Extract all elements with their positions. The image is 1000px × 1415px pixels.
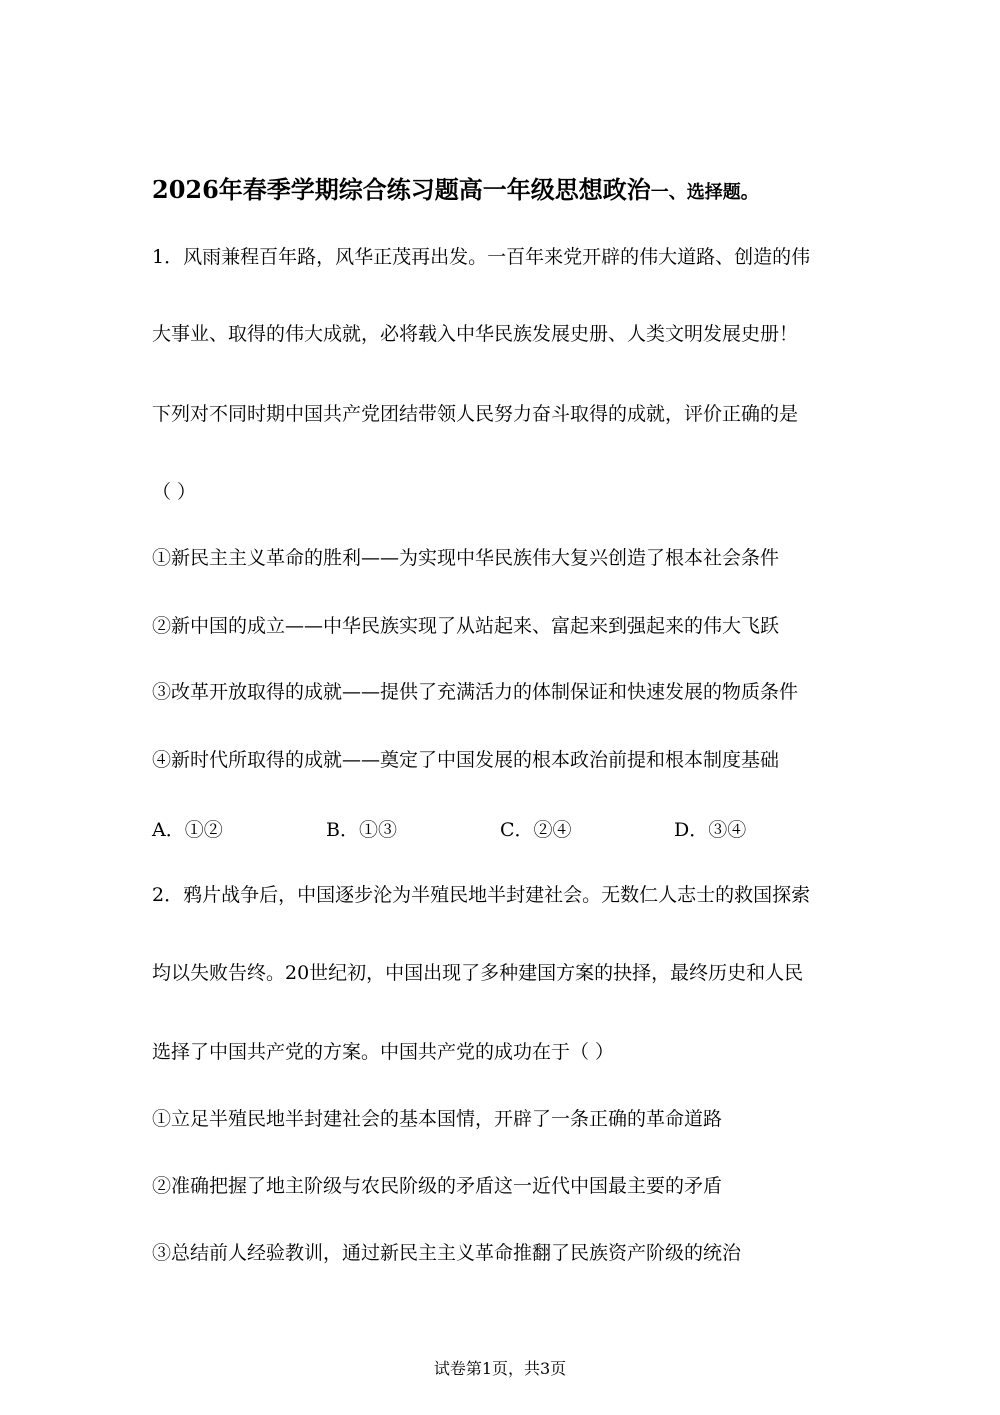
question-1-line: 1．风雨兼程百年路，风华正茂再出发。一百年来党开辟的伟大道路、创造的伟 bbox=[152, 246, 811, 268]
question-2-item: ③总结前人经验教训，通过新民主主义革命推翻了民族资产阶级的统治 bbox=[152, 1242, 742, 1264]
question-2-line: 2．鸦片战争后，中国逐步沦为半殖民地半封建社会。无数仁人志士的救国探索 bbox=[152, 884, 811, 906]
question-1-line: 下列对不同时期中国共产党团结带领人民努力奋斗取得的成就，评价正确的是 bbox=[152, 403, 799, 425]
option-b: B．①③ bbox=[326, 819, 397, 841]
question-2-item: ②准确把握了地主阶级与农民阶级的矛盾这一近代中国最主要的矛盾 bbox=[152, 1175, 723, 1197]
question-1-line: 大事业、取得的伟大成就，必将载入中华民族发展史册、人类文明发展史册！ bbox=[152, 323, 799, 345]
question-1-item: ③改革开放取得的成就——提供了充满活力的体制保证和快速发展的物质条件 bbox=[152, 681, 799, 703]
question-2-line: 选择了中国共产党的方案。中国共产党的成功在于（ ） bbox=[152, 1041, 615, 1063]
page-title bbox=[152, 170, 759, 205]
exam-title: 2026年春季学期综合练习题高一年级思想政治 bbox=[152, 175, 651, 204]
question-1-item: ②新中国的成立——中华民族实现了从站起来、富起来到强起来的伟大飞跃 bbox=[152, 615, 780, 637]
question-1-item: ④新时代所取得的成就——奠定了中国发展的根本政治前提和根本制度基础 bbox=[152, 749, 780, 771]
option-a: A．①② bbox=[152, 819, 223, 841]
question-2-item: ①立足半殖民地半封建社会的基本国情，开辟了一条正确的革命道路 bbox=[152, 1108, 723, 1130]
page-footer: 试卷第1页，共3页 bbox=[433, 1359, 567, 1378]
question-2-line: 均以失败告终。20世纪初，中国出现了多种建国方案的抉择，最终历史和人民 bbox=[152, 962, 804, 984]
option-c: C．②④ bbox=[500, 819, 572, 841]
section-heading: 一、选择题。 bbox=[650, 182, 759, 203]
question-1-answer-blank: （ ） bbox=[152, 481, 197, 503]
question-1-item: ①新民主主义革命的胜利——为实现中华民族伟大复兴创造了根本社会条件 bbox=[152, 547, 780, 569]
option-d: D．③④ bbox=[674, 819, 747, 841]
question-1-options bbox=[152, 815, 848, 842]
